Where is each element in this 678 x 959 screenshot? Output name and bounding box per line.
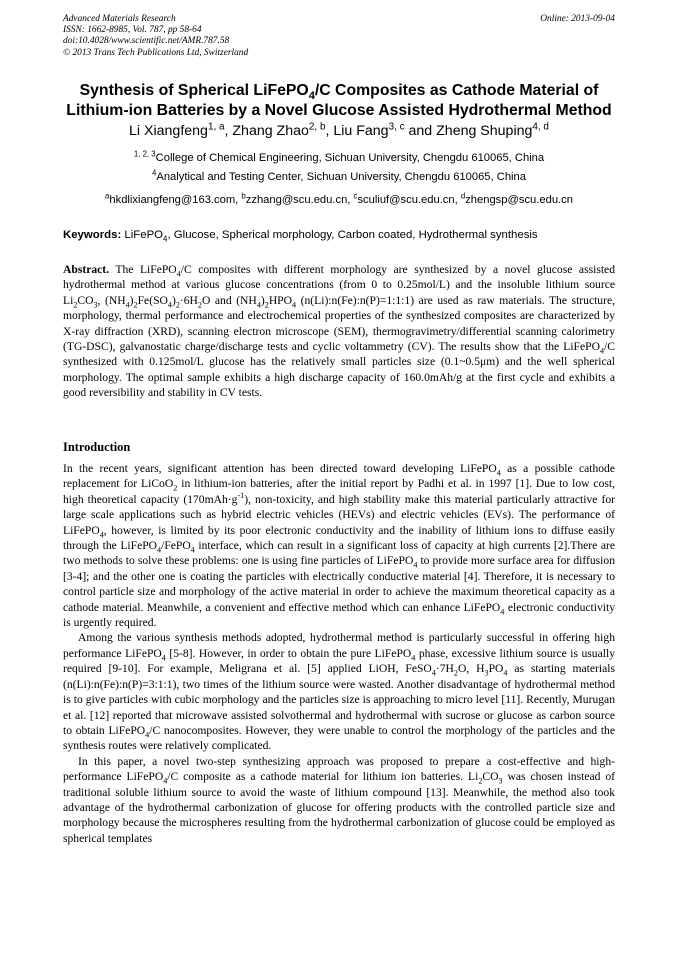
title-text: Synthesis of Spherical LiFePO [79, 82, 309, 99]
subscript: 4 [190, 545, 195, 555]
subscript: 4 [167, 300, 172, 310]
author-affiliation-mark: 1, a [207, 121, 225, 133]
affiliation-2 [30, 170, 648, 184]
author-name: Liu Fang [333, 123, 389, 139]
email-separator: , [454, 194, 461, 206]
author-name: Zheng Shuping [436, 123, 533, 139]
keyword-list: , Glucose, Spherical morphology, Carbon coated, Hydrothermal synthesis [167, 229, 538, 241]
doi-line: doi:10.4028/www.scientific.net/AMR.787.58 [63, 36, 230, 47]
email-list [30, 193, 648, 207]
paragraph-text: In the recent years, significant attention has been directed toward developing LiFePO [63, 462, 497, 475]
online-date: Online: 2013-09-04 [540, 14, 615, 24]
subscript: 4 [496, 468, 501, 478]
paragraph-text: ·7H [435, 662, 454, 676]
copyright-line: © 2013 Trans Tech Publications Ltd, Switzerland [63, 47, 249, 58]
paragraph-text: CO [482, 770, 499, 784]
paragraph [63, 630, 615, 753]
abstract-text: ) [260, 293, 265, 307]
author-name: Li Xiangfeng [129, 123, 208, 139]
title-line-2: Lithium-ion Batteries by a Novel Glucose Assisted Hydrothermal Method [66, 101, 612, 119]
paragraph [63, 754, 615, 846]
paragraph-text: as a possible cathode replacement for LiCoO [63, 462, 615, 491]
subscript: 3 [484, 668, 489, 678]
paragraph-text: phase, excessive lithium source is usually required [9-10]. For example, Meligrana et al. [5] applied LiOH, FeSO [63, 646, 615, 676]
abstract-text: ) [129, 293, 134, 307]
email-mark: d [460, 191, 466, 201]
affiliation-text: College of Chemical Engineering, Sichuan University, Chengdu 610065, China [155, 152, 545, 164]
subscript: 3 [93, 300, 98, 310]
subscript: 2 [197, 300, 202, 310]
email-address[interactable]: sculiuf@scu.edu.cn [357, 194, 455, 206]
paragraph [63, 461, 615, 630]
author-separator: , [224, 123, 233, 139]
paragraph-text: O, H [457, 662, 485, 676]
paragraph-text: Among the various synthesis methods adopted, hydrothermal method is particularly successful in offering high performance LiFePO [63, 631, 615, 660]
abstract-text: CO [77, 293, 94, 307]
abstract-label: Abstract. [63, 263, 110, 276]
email-mark: c [353, 191, 358, 201]
subscript: 4 [503, 668, 508, 678]
subscript: 2 [133, 300, 138, 310]
subscript: 2 [453, 668, 458, 678]
author-separator: , [325, 123, 334, 139]
section-heading-introduction: Introduction [63, 440, 131, 454]
title-line-1 [40, 81, 638, 101]
subscript: 4 [411, 653, 416, 663]
subscript: 2 [173, 483, 178, 493]
paragraph-text: interface, which can result in a significant loss of capacity at high currents [2].There are two methods to solve these problems: one is using fine particles of LiFePO [63, 539, 615, 568]
subscript: 2 [175, 300, 180, 310]
subscript: 4 [145, 730, 150, 740]
affiliation-mark: 1, 2, 3 [133, 149, 156, 159]
paragraph-text: /C nanocomposites. However, they were unable to control the morphology of the particles and the synthesis routes were relatively complicated. [63, 723, 615, 753]
author-affiliation-mark: 4, d [532, 121, 549, 133]
keywords [63, 228, 615, 242]
author-list [30, 122, 648, 140]
subscript: 3 [498, 776, 503, 786]
email-mark: b [241, 191, 246, 201]
subscript: 4 [413, 560, 418, 570]
abstract [63, 262, 615, 401]
paragraph-text: /FePO [161, 539, 191, 553]
introduction-body [63, 461, 615, 846]
abstract-text: /C synthesized with 0.125mol/L glucose has the relatively small particles size (0.1~0.5μm) and the well spherical morphology. The optimal sample exhibits a high discharge capacity of 160.0mAh/g at the first cycle and exhibits a good reversibility and stability in CV tests. [63, 340, 615, 400]
email-address[interactable]: zhengsp@scu.edu.cn [465, 194, 573, 206]
subscript: 2 [264, 300, 269, 310]
author-name: Zhang Zhao [232, 123, 309, 139]
keyword: LiFePO [124, 229, 164, 241]
email-address[interactable]: zzhang@scu.edu.cn [245, 194, 348, 206]
title-text: /C Composites as Cathode Material of [314, 82, 599, 99]
paragraph-text: ), non-toxicity, and high stability make this material particularly attractive for large scale applications such as hybrid electric vehicles (HEVs) and electric vehicles (EVs). The performance of LiFePO [63, 492, 615, 537]
subscript: 4 [163, 776, 168, 786]
subscript: 4 [431, 668, 436, 678]
paragraph-text: , however, is limited by its poor electronic conductivity and the inability of lithium ions to diffuse easily through the LiFePO [63, 523, 615, 553]
author-affiliation-mark: 3, c [388, 121, 405, 133]
subscript: 2 [478, 776, 483, 786]
abstract-text: ) [171, 293, 176, 307]
email-address[interactable]: hkdlixiangfeng@163.com [109, 194, 236, 206]
subscript: 4 [599, 346, 605, 356]
journal-name: Advanced Materials Research [63, 14, 176, 24]
paragraph-text: PO [488, 662, 504, 676]
subscript: 2 [73, 300, 78, 310]
email-separator: , [235, 194, 242, 206]
keyword-subscript: 4 [163, 234, 168, 244]
subscript: 4 [161, 653, 166, 663]
keywords-label: Keywords: [63, 229, 122, 241]
issn-line: ISSN: 1662-8985, Vol. 787, pp 58-64 [63, 25, 202, 36]
publication-header [63, 14, 615, 59]
subscript: 4 [99, 529, 104, 539]
abstract-text: /C composites with different morphology are synthesized by a novel glucose assisted hydrothermal method at various glucose concentrations (from 0 to 0.25mol/L) and the insoluble lithium source Li [63, 263, 615, 307]
abstract-text: Fe(SO [137, 293, 168, 307]
subscript: 4 [500, 606, 505, 616]
paper-title [40, 81, 638, 120]
subscript: 4 [292, 300, 297, 310]
paragraph-text: /C composite as a cathode material for lithium ion batteries. Li [167, 770, 479, 784]
title-subscript: 4 [308, 90, 315, 103]
email-mark: a [105, 191, 110, 201]
abstract-text: (n(Li):n(Fe):n(P)=1:1:1) are used as raw materials. The structure, morphology, thermal performance and electrochemical properties of the synthesized composites are characterized by X-ray diffraction (XRD), scanning electron microscope (SEM), thermogravimetry/differential scanning calorimetry (TG-DSC), galvanostatic charge/discharge tests and cyclic voltammetry (CV). The results show that the LiFePO [63, 293, 616, 354]
abstract-text: , (NH [97, 293, 126, 307]
author-separator: and [404, 123, 437, 139]
paragraph-text: as starting materials (n(Li):n(Fe):n(P)=3:1:1), two times of the lithium source were wasted. Another disadvantage of hydrothermal method is to give particles with cubic morphology and the particles size is approaching to micro level [11]. Recently, Murugan et al. [12] reported that microwave assisted solvothermal and hydrothermal with sucrose or glucose as carbon source to obtain LiFePO [63, 662, 616, 737]
paragraph-text: to provide more surface area for diffusion [3-4]; and the other one is coating the particles with electrically conductive material [4]. Therefore, it is necessary to control particle size and morphology of the active material in order to achieve the maximum theoretical capacity as a cathode material. Meanwhile, a convenient and effective method which can enhance LiFePO [63, 554, 615, 614]
paragraph-text: electronic conductivity is urgently required. [63, 600, 615, 630]
subscript: 4 [256, 300, 261, 310]
subscript: 4 [157, 545, 162, 555]
affiliation-1 [30, 151, 648, 165]
abstract-text: O and (NH [201, 293, 257, 307]
abstract-text: HPO [268, 293, 293, 307]
subscript: 4 [125, 300, 130, 310]
email-separator: , [347, 194, 354, 206]
paragraph-text: in lithium-ion batteries, after the initial report by Padhi et al. in 1997 [1]. Due to low cost, high theoretical capacity (170mAh·g [63, 477, 616, 506]
affiliation-mark: 4 [152, 168, 157, 178]
subscript: 4 [176, 269, 181, 279]
author-affiliation-mark: 2, b [308, 121, 326, 133]
abstract-text: ·6H [179, 293, 198, 307]
paragraph-text: In this paper, a novel two-step synthesizing approach was proposed to prepare a cost-effective and high-performance LiFePO [63, 754, 615, 784]
abstract-text: The LiFePO [115, 263, 177, 276]
affiliation-text: Analytical and Testing Center, Sichuan University, Chengdu 610065, China [156, 171, 526, 183]
paragraph-text: was chosen instead of traditional soluble lithium source to avoid the waste of lithium compound [13]. Meanwhile, the method also took advantage of the hydrothermal carbonization of glucose for offering products with the controlled particle size and morphology because the microspheres resulting from the hydrothermal carbonization of glucose could be employed as spherical templates [63, 770, 615, 845]
paragraph-text: [5-8]. However, in order to obtain the pure LiFePO [165, 646, 412, 660]
superscript: -1 [237, 490, 245, 500]
